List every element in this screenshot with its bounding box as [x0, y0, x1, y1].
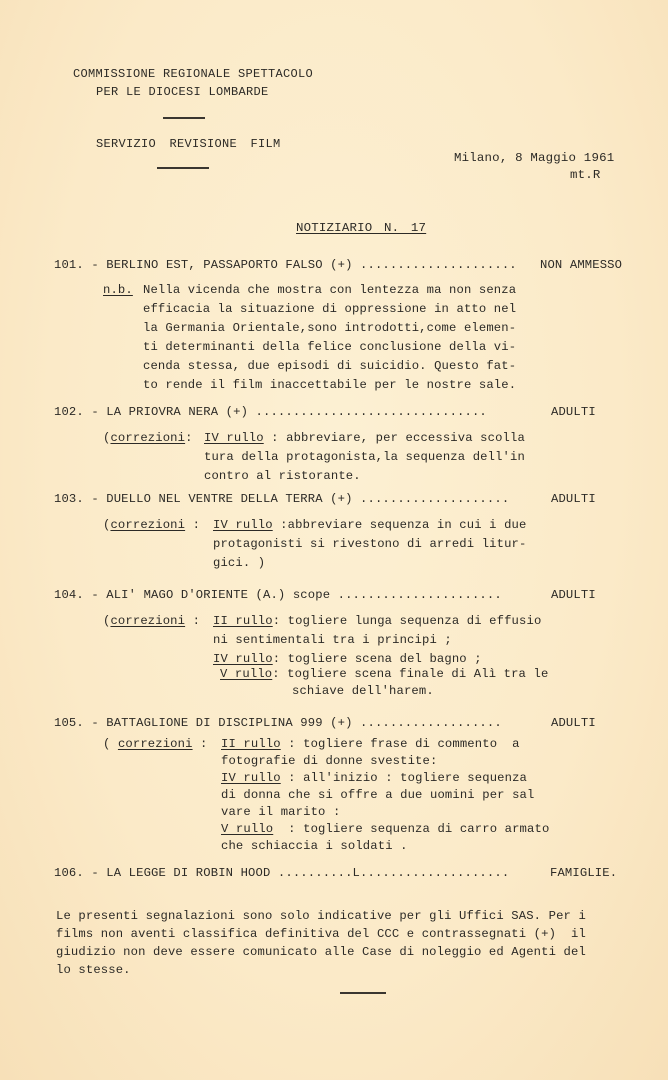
correction-line: fotografie di donne svestite: — [221, 754, 438, 768]
correction-line: IV rullo :abbreviare sequenza in cui i due — [213, 518, 527, 532]
reel-label: IV rullo — [221, 771, 281, 785]
corrections-word: correzioni — [110, 614, 186, 628]
note-line: to rende il film inaccettabile per le nostre sale. — [143, 378, 517, 392]
reel-label: IV rullo — [213, 652, 273, 666]
entry-title: 104. - ALI' MAGO D'ORIENTE (A.) scope ...................... — [54, 588, 502, 602]
entry-rating: ADULTI — [551, 492, 596, 506]
entry-rating: ADULTI — [551, 716, 596, 730]
correction-line: V rullo : togliere sequenza di carro armato — [221, 822, 550, 836]
correction-line: gici. ) — [213, 556, 266, 570]
note-line: efficacia la situazione di oppressione in atto nel — [143, 302, 517, 316]
entry-title: 102. - LA PRIOVRA NERA (+) ............................... — [54, 405, 487, 419]
footer-divider — [340, 992, 386, 994]
entry-rating: FAMIGLIE. — [550, 866, 618, 880]
corrections-word: correzioni — [110, 518, 186, 532]
corrections-label: (correzioni: — [103, 431, 193, 445]
org-name-line1: COMMISSIONE REGIONALE SPETTACOLO — [73, 67, 314, 81]
correction-line: II rullo : togliere frase di commento a — [221, 737, 520, 751]
entry-title: 105. - BATTAGLIONE DI DISCIPLINA 999 (+) ................... — [54, 716, 502, 730]
correction-line: protagonisti si rivestono di arredi litur- — [213, 537, 527, 551]
service-name: SERVIZIO REVISIONE FILM — [96, 137, 281, 151]
corrections-label: ( correzioni : — [103, 737, 208, 751]
footer-line: lo stesse. — [56, 963, 131, 977]
correction-line: ni sentimentali tra i principi ; — [213, 633, 452, 647]
correction-line: che schiaccia i soldati . — [221, 839, 408, 853]
corrections-word: correzioni — [110, 431, 186, 445]
corrections-label: (correzioni : — [103, 518, 201, 532]
note-line: ti determinanti della felice conclusione della vi- — [143, 340, 517, 354]
corrections-word: correzioni — [117, 737, 193, 751]
correction-line: di donna che si offre a due uomini per sal — [221, 788, 535, 802]
footer-line: giudizio non deve essere comunicato alle Case di noleggio ed Agenti del — [56, 945, 586, 959]
header-divider — [163, 117, 205, 119]
entry-rating: ADULTI — [551, 405, 596, 419]
correction-line: V rullo: togliere scena finale di Alì tra le — [220, 667, 549, 681]
correction-line: contro al ristorante. — [204, 469, 361, 483]
document-date: Milano, 8 Maggio 1961 — [454, 151, 615, 165]
correction-line: IV rullo: togliere scena del bagno ; — [213, 652, 482, 666]
correction-line: schiave dell'harem. — [292, 684, 434, 698]
reel-label: IV rullo — [204, 431, 264, 445]
footer-line: Le presenti segnalazioni sono solo indicative per gli Uffici SAS. Per i — [56, 909, 586, 923]
footer-line: films non aventi classifica definitiva del CCC e contrassegnati (+) il — [56, 927, 586, 941]
note-line: la Germania Orientale,sono introdotti,come elemen- — [143, 321, 517, 335]
reel-label: V rullo — [220, 667, 273, 681]
reel-label: V rullo — [221, 822, 274, 836]
bulletin-title: NOTIZIARIO N. 17 — [296, 221, 427, 235]
entry-title: 103. - DUELLO NEL VENTRE DELLA TERRA (+) .................... — [54, 492, 510, 506]
reel-label: IV rullo — [213, 518, 273, 532]
entry-rating: NON AMMESSO — [540, 258, 623, 272]
correction-line: IV rullo : all'inizio : togliere sequenza — [221, 771, 528, 785]
reel-label: II rullo — [221, 737, 281, 751]
correction-line: II rullo: togliere lunga sequenza di effusio — [213, 614, 542, 628]
org-name-line2: PER LE DIOCESI LOMBARDE — [96, 85, 269, 99]
correction-line: IV rullo : abbreviare, per eccessiva scolla — [204, 431, 525, 445]
entry-title: 101. - BERLINO EST, PASSAPORTO FALSO (+) ..................... — [54, 258, 517, 272]
note-line: Nella vicenda che mostra con lentezza ma non senza — [143, 283, 517, 297]
note-label: n.b. — [103, 283, 133, 297]
note-line: cenda stessa, due episodi di suicidio. Questo fat- — [143, 359, 517, 373]
reel-label: II rullo — [213, 614, 273, 628]
service-divider — [157, 167, 209, 169]
correction-line: vare il marito : — [221, 805, 341, 819]
document-ref: mt.R — [570, 168, 601, 182]
entry-title: 106. - LA LEGGE DI ROBIN HOOD ..........L.................... — [54, 866, 510, 880]
corrections-label: (correzioni : — [103, 614, 201, 628]
entry-rating: ADULTI — [551, 588, 596, 602]
correction-line: tura della protagonista,la sequenza dell'in — [204, 450, 525, 464]
